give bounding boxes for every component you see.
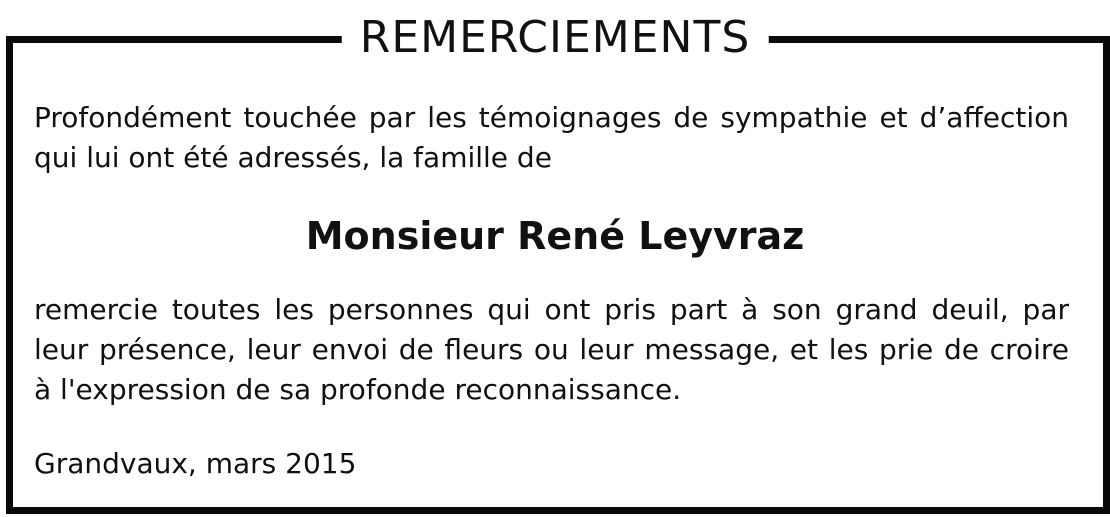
deceased-name: Monsieur René Leyvraz bbox=[305, 214, 805, 258]
thanks-paragraph: remercie toutes les personnes qui ont pris part à son grand deuil, par leur présence, leur envoi de fleurs ou leur message, et les prie de croire à l'expression de sa profonde reconnaissance. bbox=[34, 293, 1069, 406]
intro-paragraph: Profondément touchée par les témoignages de sympathie et d’affection qui lui ont été adressés, la famille de bbox=[34, 101, 1069, 174]
place-date-signoff: Grandvaux, mars 2015 bbox=[34, 447, 357, 480]
notice-title: REMERCIEMENTS bbox=[342, 10, 769, 66]
